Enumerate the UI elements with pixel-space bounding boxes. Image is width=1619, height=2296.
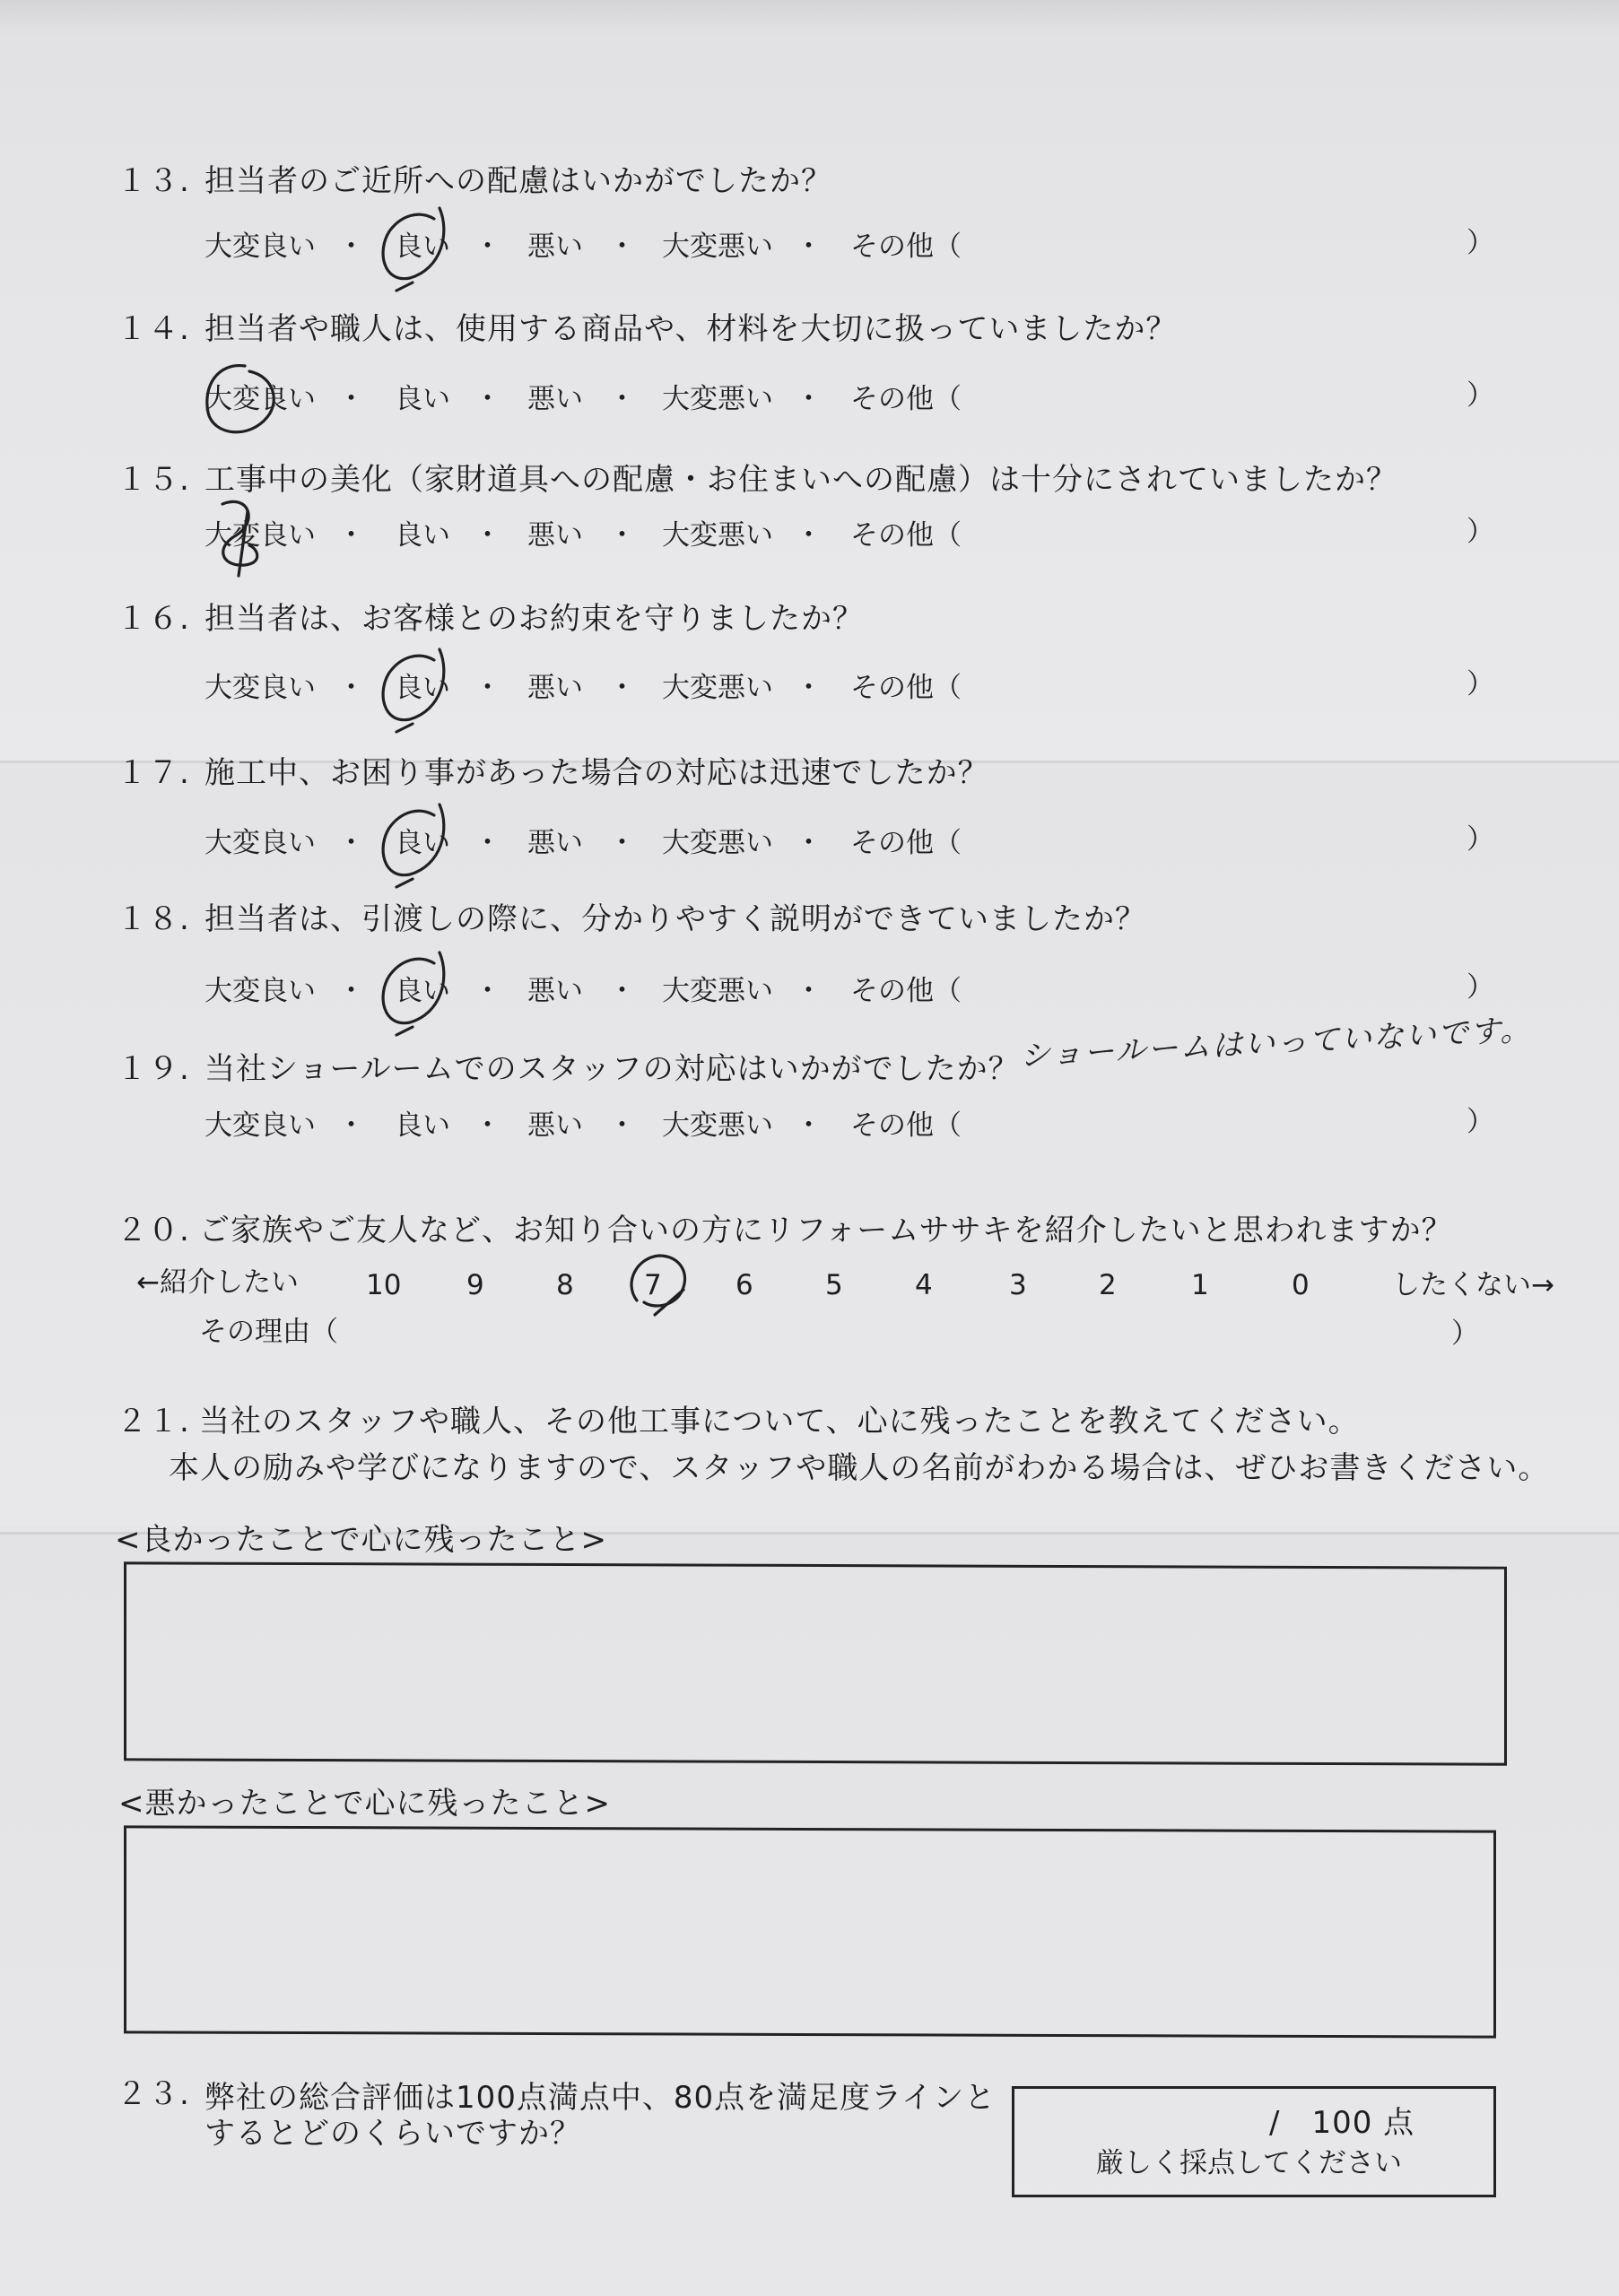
q18-option-very-bad[interactable]: 大変悪い xyxy=(662,975,773,1007)
q13-option-good[interactable]: 良い xyxy=(395,230,450,263)
q13-option-very-good[interactable]: 大変良い xyxy=(205,230,316,263)
q23-line1: 弊社の総合評価は100点満点中、80点を満足度ラインと xyxy=(205,2080,997,2116)
q14-option-bad[interactable]: 悪い xyxy=(527,383,583,415)
q13-option-other[interactable]: その他（ xyxy=(850,230,962,263)
q20-right-label: したくない→ xyxy=(1392,1269,1554,1301)
q21-bad-textbox[interactable] xyxy=(124,1825,1496,2038)
q23-line2: するとどのくらいですか？ xyxy=(205,2116,581,2152)
q13-separator: ・ xyxy=(337,230,365,263)
q16-separator: ・ xyxy=(337,672,365,704)
q20-scale-5[interactable]: 5 xyxy=(825,1269,843,1301)
q20-scale-0[interactable]: 0 xyxy=(1292,1269,1310,1301)
q20-number: ２０. xyxy=(117,1213,190,1248)
q19-option-very-good[interactable]: 大変良い xyxy=(205,1109,316,1142)
q18-option-other[interactable]: その他（ xyxy=(850,975,962,1007)
q16-option-very-good[interactable]: 大変良い xyxy=(205,672,316,704)
q18-separator: ・ xyxy=(474,975,501,1007)
q16-number: １６. xyxy=(117,601,190,637)
q18-separator: ・ xyxy=(608,975,636,1007)
q14-number: １４. xyxy=(117,311,190,347)
q20-scale-7[interactable]: 7 xyxy=(644,1269,662,1301)
q23-number: ２３. xyxy=(117,2076,190,2112)
q19-separator: ・ xyxy=(795,1109,823,1142)
q14-separator: ・ xyxy=(795,383,823,415)
q17-option-bad[interactable]: 悪い xyxy=(527,827,583,859)
q19-option-good[interactable]: 良い xyxy=(395,1109,450,1142)
q15-separator: ・ xyxy=(337,519,365,552)
q15-option-other[interactable]: その他（ xyxy=(850,519,962,552)
q20-scale-4[interactable]: 4 xyxy=(915,1269,933,1301)
q19-text: 当社ショールームでのスタッフの対応はいかがでしたか？ xyxy=(205,1051,1020,1087)
q18-number: １８. xyxy=(117,901,190,937)
q15-separator: ・ xyxy=(608,519,636,552)
q13-separator: ・ xyxy=(795,230,823,263)
q13-option-very-bad[interactable]: 大変悪い xyxy=(662,230,773,263)
q17-option-very-bad[interactable]: 大変悪い xyxy=(662,827,773,859)
q13-option-close: ） xyxy=(1467,227,1494,259)
q16-option-very-bad[interactable]: 大変悪い xyxy=(662,672,773,704)
q20-scale-9[interactable]: 9 xyxy=(466,1269,484,1301)
q21-good-textbox[interactable] xyxy=(124,1561,1507,1765)
q13-text: 担当者のご近所への配慮はいかがでしたか？ xyxy=(205,163,832,199)
q14-separator: ・ xyxy=(474,383,501,415)
q14-separator: ・ xyxy=(337,383,365,415)
q21-line2: 本人の励みや学びになりますので、スタッフや職人の名前がわかる場合は、ぜひお書きください。 xyxy=(169,1450,1550,1486)
q18-option-bad[interactable]: 悪い xyxy=(527,975,583,1007)
q16-option-close: ） xyxy=(1467,668,1494,700)
q20-scale-6[interactable]: 6 xyxy=(736,1269,753,1301)
q19-separator: ・ xyxy=(337,1109,365,1142)
q16-separator: ・ xyxy=(474,672,501,704)
q14-option-very-good[interactable]: 大変良い xyxy=(205,383,316,415)
q17-separator: ・ xyxy=(795,827,823,859)
q17-option-close: ） xyxy=(1467,823,1494,856)
q14-text: 担当者や職人は、使用する商品や、材料を大切に扱っていましたか？ xyxy=(205,311,1178,347)
q19-option-very-bad[interactable]: 大変悪い xyxy=(662,1109,773,1142)
q17-separator: ・ xyxy=(337,827,365,859)
q13-number: １３. xyxy=(117,163,190,199)
q16-option-other[interactable]: その他（ xyxy=(850,672,962,704)
q16-option-good[interactable]: 良い xyxy=(395,672,450,704)
q23-score-box[interactable] xyxy=(1012,2086,1496,2197)
q17-number: １７. xyxy=(117,755,190,791)
q20-left-label: ←紹介したい xyxy=(136,1266,299,1299)
q19-option-bad[interactable]: 悪い xyxy=(527,1109,583,1142)
q15-option-bad[interactable]: 悪い xyxy=(527,519,583,552)
q18-separator: ・ xyxy=(795,975,823,1007)
q20-scale-10[interactable]: 10 xyxy=(366,1269,402,1301)
q15-option-close: ） xyxy=(1467,516,1494,548)
q17-option-good[interactable]: 良い xyxy=(395,827,450,859)
q18-option-close: ） xyxy=(1467,971,1494,1004)
q21-line1: 当社のスタッフや職人、その他工事について、心に残ったことを教えてください。 xyxy=(199,1404,1360,1439)
q21-good-label: <良かったことで心に残ったこと> xyxy=(115,1522,607,1558)
q15-text: 工事中の美化（家財道具への配慮・お住まいへの配慮）は十分にされていましたか？ xyxy=(205,462,1397,498)
q20-scale-1[interactable]: 1 xyxy=(1191,1269,1209,1301)
q14-separator: ・ xyxy=(608,383,636,415)
q15-option-good[interactable]: 良い xyxy=(395,519,450,552)
q15-number: １５. xyxy=(117,462,190,498)
q15-option-very-bad[interactable]: 大変悪い xyxy=(662,519,773,552)
q18-separator: ・ xyxy=(337,975,365,1007)
q13-option-bad[interactable]: 悪い xyxy=(527,230,583,263)
q20-scale-8[interactable]: 8 xyxy=(556,1269,574,1301)
q13-separator: ・ xyxy=(608,230,636,263)
q16-separator: ・ xyxy=(608,672,636,704)
q23-note: 厳しく採点してください xyxy=(1096,2147,1402,2179)
q17-separator: ・ xyxy=(474,827,501,859)
q18-text: 担当者は、引渡しの際に、分かりやすく説明ができていましたか？ xyxy=(205,901,1146,937)
q16-option-bad[interactable]: 悪い xyxy=(527,672,583,704)
q20-reason-label: その理由（ xyxy=(199,1316,338,1348)
q16-text: 担当者は、お客様とのお約束を守りましたか？ xyxy=(205,601,864,637)
q19-separator: ・ xyxy=(608,1109,636,1142)
q18-option-good[interactable]: 良い xyxy=(395,975,450,1007)
q19-option-close: ） xyxy=(1467,1106,1494,1138)
q20-reason-close: ） xyxy=(1451,1318,1479,1350)
q20-scale-3[interactable]: 3 xyxy=(1009,1269,1027,1301)
q16-separator: ・ xyxy=(795,672,823,704)
q15-separator: ・ xyxy=(795,519,823,552)
q19-handwritten-note: ショールームはいっていないです。 xyxy=(1018,1012,1534,1075)
q15-option-very-good[interactable]: 大変良い xyxy=(205,519,316,552)
q23-score-suffix: / 100 点 xyxy=(1269,2105,1415,2141)
q14-option-good[interactable]: 良い xyxy=(395,383,450,415)
q13-separator: ・ xyxy=(474,230,501,263)
q19-number: １９. xyxy=(117,1051,190,1087)
q21-bad-label: <悪かったことで心に残ったこと> xyxy=(118,1786,611,1822)
q17-text: 施工中、お困り事があった場合の対応は迅速でしたか？ xyxy=(205,755,989,791)
q15-separator: ・ xyxy=(474,519,501,552)
q17-option-other[interactable]: その他（ xyxy=(850,827,962,859)
q19-option-other[interactable]: その他（ xyxy=(850,1109,962,1142)
q14-option-close: ） xyxy=(1467,379,1494,412)
q14-option-other[interactable]: その他（ xyxy=(850,383,962,415)
q20-scale-2[interactable]: 2 xyxy=(1099,1269,1117,1301)
q17-separator: ・ xyxy=(608,827,636,859)
q18-option-very-good[interactable]: 大変良い xyxy=(205,975,316,1007)
q20-text: ご家族やご友人など、お知り合いの方にリフォームササキを紹介したいと思われますか？ xyxy=(199,1213,1453,1248)
q19-separator: ・ xyxy=(474,1109,501,1142)
q14-option-very-bad[interactable]: 大変悪い xyxy=(662,383,773,415)
q17-option-very-good[interactable]: 大変良い xyxy=(205,827,316,859)
q21-number: ２１. xyxy=(117,1404,190,1439)
